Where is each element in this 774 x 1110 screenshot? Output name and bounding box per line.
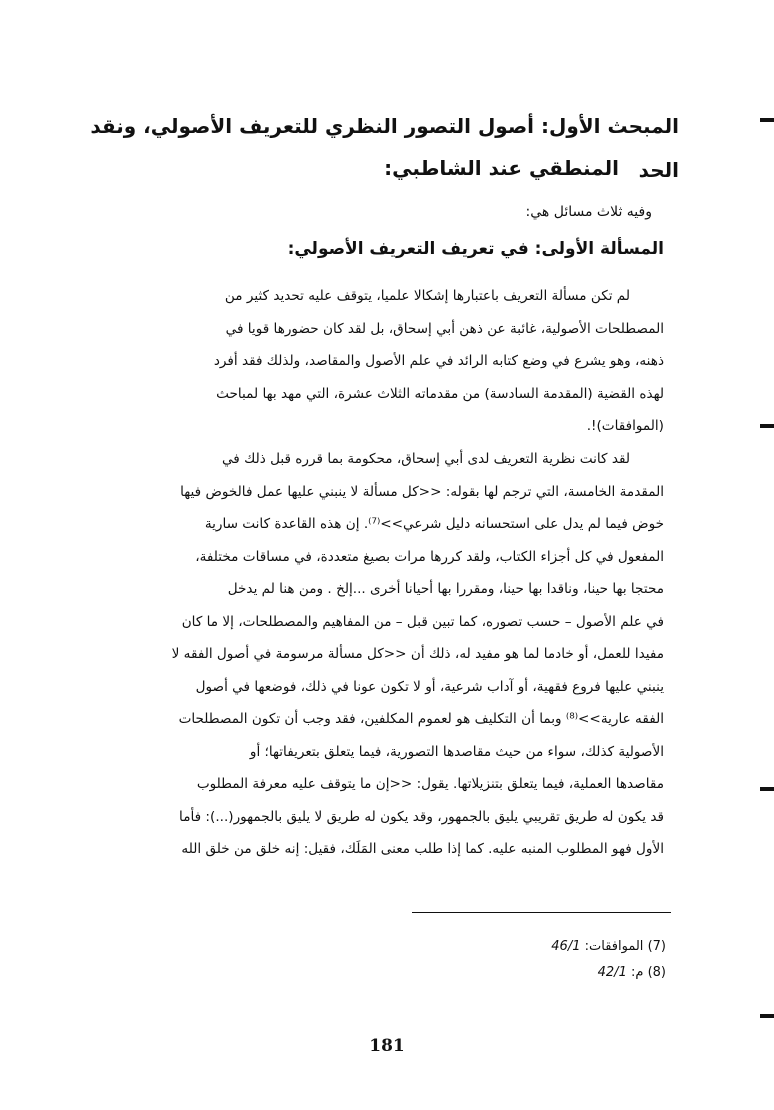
text-line: الأول فهو المطلوب المنبه عليه. كما إذا طلب معنى المَلَك، فقيل: إنه خلق من خلق الله <box>181 841 664 857</box>
text-line: المصطلحات الأصولية، غائبة عن ذهن أبي إسحاق، بل لقد كان حضورها قويا في <box>225 320 664 337</box>
intro-text: وفيه ثلاث مسائل هي: <box>525 204 652 220</box>
text-line: مقاصدها العملية، فيما يتعلق بتنزيلاتها. يقول: <<إن ما يتوقف عليه معرفة المطلوب <box>196 776 664 792</box>
text-line: خوض فيما لم يدل على استحسانه دليل شرعي>>⁽⁷⁾. إن هذه القاعدة كانت سارية <box>204 516 664 532</box>
scan-edge-mark <box>760 424 774 428</box>
text-line: قد يكون له طريق تقريبي يليق بالجمهور، وقد يكون له طريق لا يليق بالجمهور(...): فأما <box>179 808 664 825</box>
text-line: لم تكن مسألة التعريف باعتبارها إشكالا علميا، يتوقف عليه تحديد كثير من <box>224 288 630 304</box>
footnote-label: (8) <box>647 965 666 980</box>
body-paragraph-2 <box>84 443 664 866</box>
footnote-reference: 42/1 <box>597 965 627 980</box>
text-line: لهذه القضية (المقدمة السادسة) من مقدماته الثلاث عشرة، التي مهد بها لمباحث <box>216 385 664 402</box>
text-line: (الموافقات)!. <box>586 418 664 434</box>
body-paragraph-1 <box>84 280 664 443</box>
text-line: الأصولية كذلك، سواء من حيث مقاصدها التصورية، فيما يتعلق بتعريفاتها؛ أو <box>249 743 664 760</box>
footnote-separator <box>412 912 671 913</box>
text-line: في علم الأصول – حسب تصوره، كما تبين قبل – من المفاهيم والمصطلحات، إلا ما كان <box>181 613 664 630</box>
text-line: ينبني عليها فروع فقهية، أو آداب شرعية، أو لا تكون عونا في ذلك، فوضعها في أصول <box>195 678 664 695</box>
text-line: ذهنه، وهو يشرع في وضع كتابه الرائد في علم الأصول والمقاصد، ولذلك فقد أفرد <box>213 353 664 369</box>
footnote-text: الموافقات: <box>584 939 644 954</box>
text-line: لقد كانت نظرية التعريف لدى أبي إسحاق، محكومة بما قرره قبل ذلك في <box>221 451 630 467</box>
chapter-heading-line-2: المنطقي عند الشاطبي: <box>384 156 619 180</box>
scan-edge-mark <box>760 787 774 791</box>
text-line: محتجا بها حينا، وناقدا بها حينا، ومقررا بها أحيانا أخرى ...إلخ . ومن هنا لم يدخل <box>227 581 664 597</box>
scan-edge-mark <box>760 1014 774 1018</box>
footnote-text: م: <box>630 965 644 980</box>
footnote-8 <box>266 962 666 984</box>
text-line: المفعول في كل أجزاء الكتاب، ولقد كررها مرات بصيغ متعددة، في مساقات مختلفة، <box>195 548 664 565</box>
chapter-heading-line-1: المبحث الأول: أصول التصور النظري للتعريف الأصولي، ونقد الحد <box>90 114 679 182</box>
footnote-reference: 46/1 <box>551 939 581 954</box>
footnote-label: (7) <box>647 939 666 954</box>
text-line: مفيدا للعمل، أو خادما لما هو مفيد له، ذلك أن <<كل مسألة مرسومة في أصول الفقه لا <box>171 646 664 662</box>
section-title: المسألة الأولى: في تعريف التعريف الأصولي: <box>287 239 664 259</box>
footnote-7 <box>266 936 666 958</box>
text-line: الفقه عارية>>⁽⁸⁾ وبما أن التكليف هو لعموم المكلفين، فقد وجب أن تكون المصطلحات <box>178 711 664 727</box>
page-number: 181 <box>369 1036 405 1056</box>
text-line: المقدمة الخامسة، التي ترجم لها بقوله: <<كل مسألة لا ينبني عليها عمل فالخوض فيها <box>180 483 664 500</box>
scan-edge-mark <box>760 118 774 122</box>
